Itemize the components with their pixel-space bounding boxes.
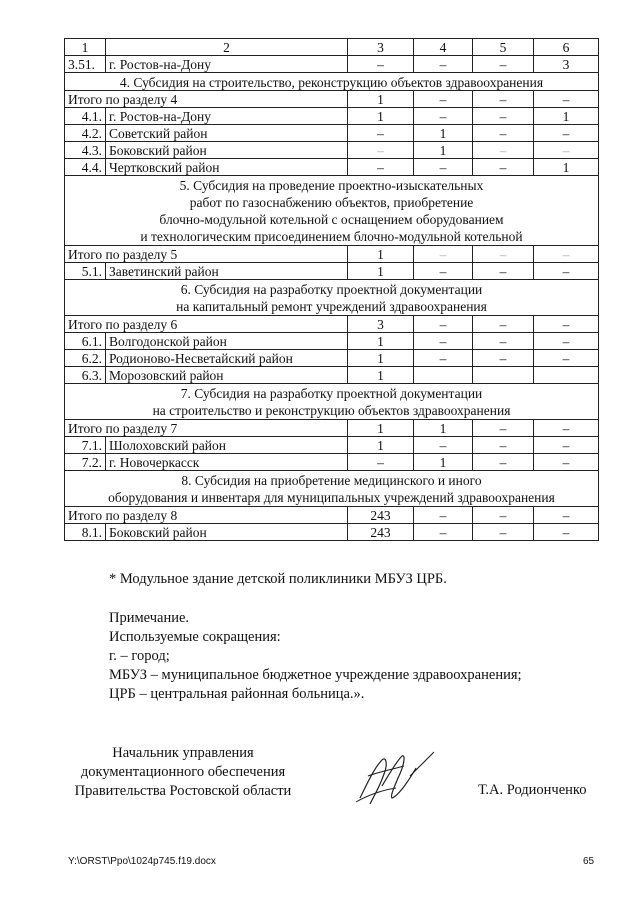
row-name: Родионово-Несветайский район [106,350,348,367]
section-6-title [65,280,599,316]
cell-c6: 1 [534,108,599,125]
row-number: 6.1. [65,333,106,350]
total-label: Итого по разделу 6 [65,316,348,333]
section-total-row [65,246,599,263]
cell-c5: – [473,91,534,108]
section-title-line: 8. Субсидия на приобретение медицинского и иного [181,473,482,488]
cell-c4: 1 [414,142,473,159]
cell-c6: – [534,350,599,367]
notes-block [109,570,609,704]
total-label: Итого по разделу 4 [65,91,348,108]
cell-c5: – [473,524,534,541]
cell-c4: – [414,333,473,350]
section-title-row [65,176,599,246]
cell-c6: – [534,125,599,142]
cell-c4: – [414,56,473,73]
cell-c5: – [473,56,534,73]
file-path: Y:\ORST\Ppo\1024p745.f19.docx [68,856,216,867]
col-header: 3 [348,39,414,56]
section-title-line: работ по газоснабжению объектов, приобретение [189,195,474,210]
cell-c5: – [473,454,534,471]
footnote: * Модульное здание детской поликлиники МБУЗ ЦРБ. [109,571,447,587]
table-row [65,56,599,73]
cell-c4: – [414,108,473,125]
cell-c3: 1 [348,263,414,280]
row-name: Шолоховский район [106,437,348,454]
table-row [65,108,599,125]
cell-c3: – [348,125,414,142]
section-total-row [65,316,599,333]
row-number: 6.2. [65,350,106,367]
cell-c4: – [414,263,473,280]
total-label: Итого по разделу 7 [65,420,348,437]
cell-c3: 3 [348,316,414,333]
abbreviation-line: МБУЗ – муниципальное бюджетное учреждение здравоохранения; [109,667,522,683]
table-row [65,437,599,454]
row-name: г. Новочеркасск [106,454,348,471]
total-label: Итого по разделу 8 [65,507,348,524]
cell-c5: – [473,350,534,367]
cell-c5: – [473,108,534,125]
cell-c4: – [414,350,473,367]
table-header-row [65,39,599,56]
table-row [65,159,599,176]
cell-c4: 1 [414,454,473,471]
cell-c5: – [473,316,534,333]
cell-c3: 1 [348,437,414,454]
cell-c6 [534,367,599,384]
handwritten-signature [352,746,438,812]
section-total-row [65,91,599,108]
cell-c6: – [534,420,599,437]
cell-c5: – [473,420,534,437]
abbreviation-line: ЦРБ – центральная районная больница.». [109,686,365,702]
row-number: 4.2. [65,125,106,142]
section-total-row [65,420,599,437]
cell-c5: – [473,437,534,454]
section-title-row [65,384,599,420]
table-row [65,524,599,541]
abbreviation-line: г. – город; [109,648,170,664]
position-line: Правительства Ростовской области [74,783,292,799]
cell-c3: 1 [348,246,414,263]
section-title-line: 5. Субсидия на проведение проектно-изыскательных [179,178,484,193]
col-header: 6 [534,39,599,56]
cell-c3: 1 [348,333,414,350]
cell-c3: 243 [348,507,414,524]
col-header: 2 [106,39,348,56]
row-number: 4.4. [65,159,106,176]
section-title-line: на строительство и реконструкцию объектов здравоохранения [152,403,511,418]
cell-c4: – [414,246,473,263]
cell-c6: – [534,91,599,108]
section-title-line: и технологическим присоединением блочно-модульной котельной [140,229,523,244]
col-header: 4 [414,39,473,56]
cell-c4: – [414,159,473,176]
cell-c4: 1 [414,125,473,142]
col-header: 1 [65,39,106,56]
cell-c5 [473,367,534,384]
cell-c6: – [534,333,599,350]
cell-c3: 1 [348,350,414,367]
cell-c4 [414,367,473,384]
cell-c4: – [414,524,473,541]
row-name: Заветинский район [106,263,348,280]
signatory-position [68,744,298,801]
cell-c3: 1 [348,91,414,108]
table-row [65,367,599,384]
table-row [65,263,599,280]
abbreviations-title: Используемые сокращения: [109,629,281,645]
cell-c5: – [473,263,534,280]
cell-c4: – [414,316,473,333]
table-row [65,142,599,159]
section-total-row [65,507,599,524]
cell-c3: 243 [348,524,414,541]
row-number: 4.3. [65,142,106,159]
cell-c6: – [534,246,599,263]
row-name: Советский район [106,125,348,142]
table-row [65,125,599,142]
cell-c6: 1 [534,159,599,176]
section-title-row [65,280,599,316]
row-number: 8.1. [65,524,106,541]
page-number: 65 [583,856,595,867]
note-title: Примечание. [109,610,190,626]
position-line: документационного обеспечения [80,764,286,780]
subsidy-table [64,38,599,541]
col-header: 5 [473,39,534,56]
cell-c6: – [534,454,599,471]
cell-c3: 1 [348,367,414,384]
row-name: Волгодонской район [106,333,348,350]
cell-c5: – [473,246,534,263]
section-title-line: 6. Субсидия на разработку проектной документации [180,282,483,297]
section-5-title [65,176,599,246]
row-name: Морозовский район [106,367,348,384]
cell-c4: – [414,91,473,108]
cell-c4: – [414,507,473,524]
cell-c3: – [348,56,414,73]
cell-c4: 1 [414,420,473,437]
section-title-line: на капитальный ремонт учреждений здравоохранения [176,299,487,314]
row-number: 6.3. [65,367,106,384]
cell-c6: – [534,524,599,541]
row-number: 5.1. [65,263,106,280]
section-title-line: блочно-модульной котельной с оснащением оборудованием [159,212,504,227]
cell-c6: 3 [534,56,599,73]
cell-c6: – [534,263,599,280]
row-name: г. Ростов-на-Дону [106,56,348,73]
row-name: Боковский район [106,524,348,541]
cell-c6: – [534,507,599,524]
cell-c6: – [534,142,599,159]
cell-c6: – [534,316,599,333]
section-title-row [65,73,599,91]
cell-c3: – [348,159,414,176]
row-number: 7.1. [65,437,106,454]
cell-c5: – [473,142,534,159]
cell-c3: 1 [348,108,414,125]
spacer [109,589,609,609]
cell-c5: – [473,507,534,524]
row-name: Чертковский район [106,159,348,176]
cell-c5: – [473,333,534,350]
row-number: 4.1. [65,108,106,125]
cell-c3: – [348,142,414,159]
cell-c3: – [348,454,414,471]
row-name: г. Ростов-на-Дону [106,108,348,125]
table-row [65,454,599,471]
position-line: Начальник управления [112,745,254,761]
cell-c3: 1 [348,420,414,437]
total-label: Итого по разделу 5 [65,246,348,263]
row-name: Боковский район [106,142,348,159]
section-title-row [65,471,599,507]
cell-c5: – [473,159,534,176]
signatory-name: Т.А. Родионченко [478,782,587,798]
section-title-line: 7. Субсидия на разработку проектной документации [180,386,483,401]
section-7-title [65,384,599,420]
cell-c6: – [534,437,599,454]
table-row [65,333,599,350]
section-8-title [65,471,599,507]
table-row [65,350,599,367]
row-number: 7.2. [65,454,106,471]
cell-c5: – [473,125,534,142]
section-title-line: оборудования и инвентаря для муниципальных учреждений здравоохранения [108,490,555,505]
row-number: 3.51. [65,56,106,73]
section-4-title: 4. Субсидия на строительство, реконструкцию объектов здравоохранения [65,73,599,91]
cell-c4: – [414,437,473,454]
